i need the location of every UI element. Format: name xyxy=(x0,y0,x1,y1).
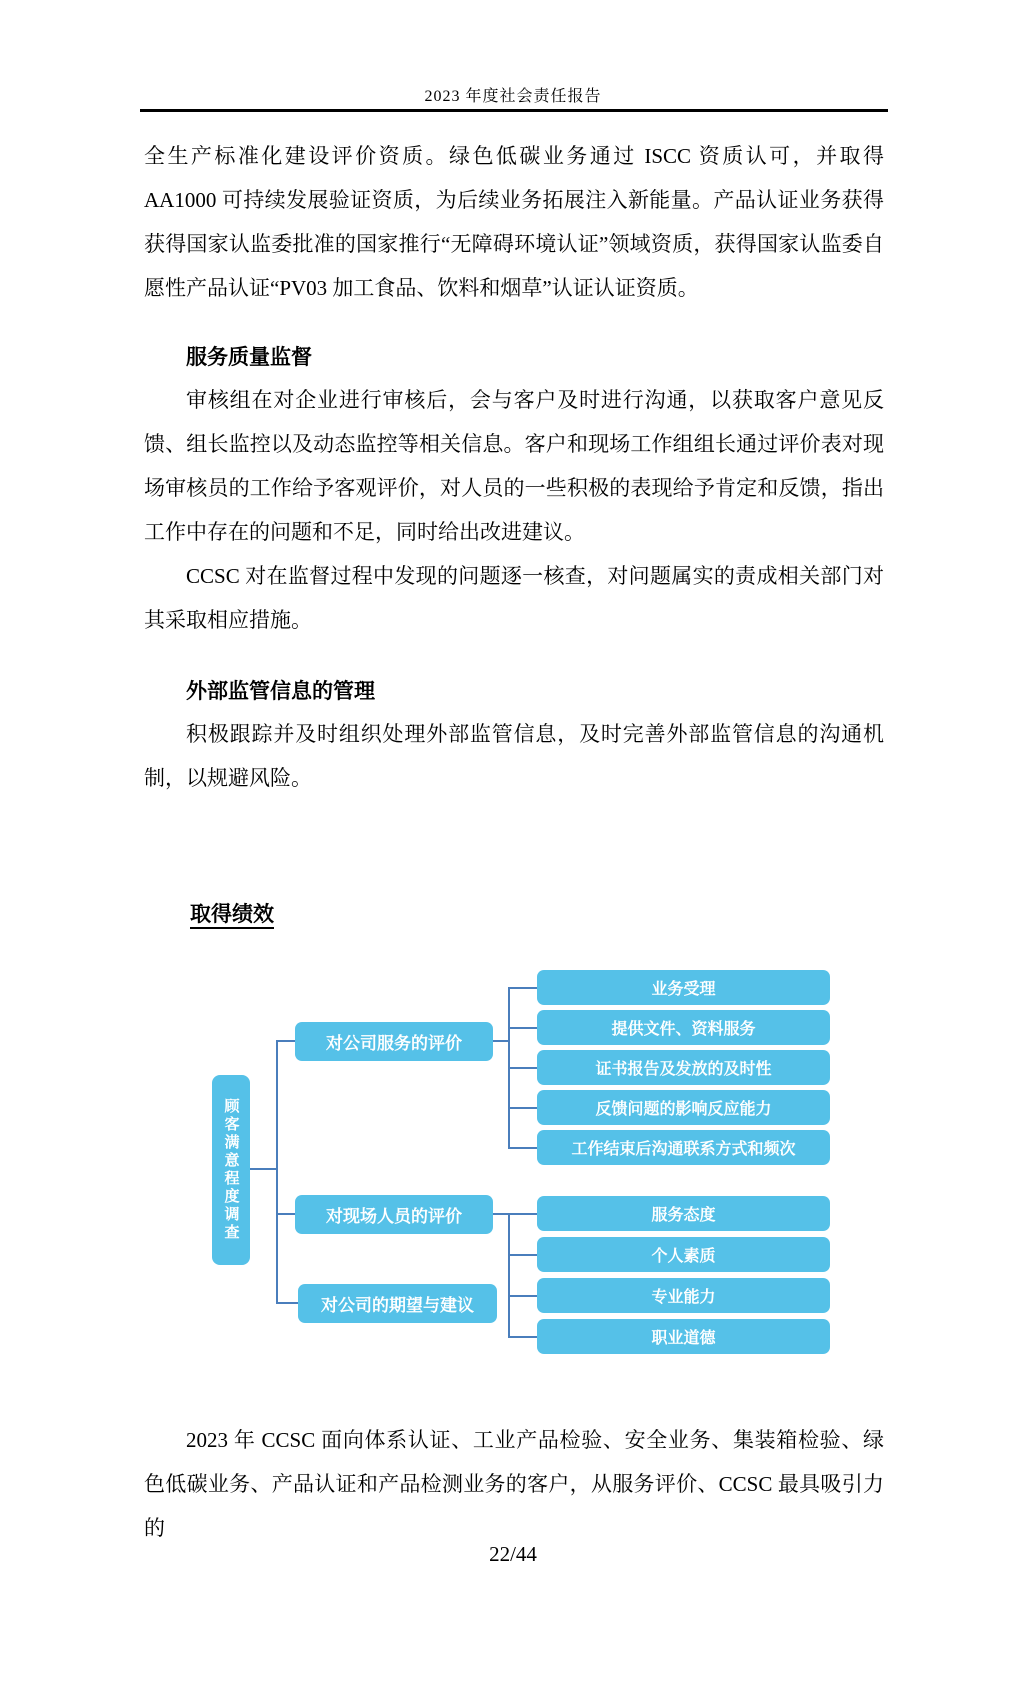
connector-line xyxy=(276,1302,298,1304)
paragraph-ccsc-check: CCSC 对在监督过程中发现的问题逐一核查，对问题属实的责成相关部门对其采取相应措施。 xyxy=(144,564,884,632)
connector-line xyxy=(276,1213,295,1215)
diagram-branch-expectations: 对公司的期望与建议 xyxy=(298,1284,497,1323)
connector-line xyxy=(508,1336,537,1338)
section-heading-external-supervision: 外部监管信息的管理 xyxy=(186,680,375,703)
paragraph-2023-customers: 2023 年 CCSC 面向体系认证、工业产品检验、安全业务、集装箱检验、绿色低碳业务、产品认证和产品检测业务的客户，从服务评价、CCSC 最具吸引力的 xyxy=(144,1428,884,1540)
diagram-branch-company-service: 对公司服务的评价 xyxy=(295,1022,493,1061)
diagram-leaf-post-work-contact: 工作结束后沟通联系方式和频次 xyxy=(537,1130,830,1165)
connector-line xyxy=(508,1107,537,1109)
page-header-title: 2023 年度社会责任报告 xyxy=(424,88,602,105)
diagram-leaf-documents-service: 提供文件、资料服务 xyxy=(537,1010,830,1045)
satisfaction-survey-diagram xyxy=(144,955,884,1360)
page-number: 22/44 xyxy=(489,1542,537,1566)
header-rule xyxy=(140,109,888,112)
diagram-branch-field-personnel: 对现场人员的评价 xyxy=(295,1195,493,1234)
diagram-leaf-business-acceptance: 业务受理 xyxy=(537,970,830,1005)
connector-line xyxy=(508,1213,537,1215)
diagram-leaf-professional-ethics: 职业道德 xyxy=(537,1319,830,1354)
section-heading-service-quality: 服务质量监督 xyxy=(186,346,312,369)
diagram-root-box: 顾客满意程度调查 xyxy=(212,1075,250,1265)
diagram-leaf-certificate-timeliness: 证书报告及发放的及时性 xyxy=(537,1050,830,1085)
paragraph-audit-feedback: 审核组在对企业进行审核后，会与客户及时进行沟通，以获取客户意见反馈、组长监控以及动态监控等相关信息。客户和现场工作组组长通过评价表对现场审核员的工作给予客观评价，对人员的一些积极的表现给予肯定和反馈，指出工作中存在的问题和不足，同时给出改进建议。 xyxy=(144,388,884,544)
connector-line xyxy=(508,1067,537,1069)
connector-line xyxy=(508,1254,537,1256)
connector-line xyxy=(508,1147,537,1149)
connector-line xyxy=(276,1040,295,1042)
connector-line xyxy=(508,1027,537,1029)
paragraph-risk-avoidance: 积极跟踪并及时组织处理外部监管信息，及时完善外部监管信息的沟通机制，以规避风险。 xyxy=(144,722,884,790)
connector-line xyxy=(508,1213,510,1338)
diagram-leaf-personal-quality: 个人素质 xyxy=(537,1237,830,1272)
diagram-leaf-service-attitude: 服务态度 xyxy=(537,1196,830,1231)
diagram-leaf-professional-ability: 专业能力 xyxy=(537,1278,830,1313)
connector-line xyxy=(493,1040,508,1042)
connector-line xyxy=(508,1295,537,1297)
connector-line xyxy=(508,987,537,989)
section-heading-performance: 取得绩效 xyxy=(190,903,274,926)
connector-line xyxy=(276,1040,278,1303)
paragraph-qualifications: 全生产标准化建设评价资质。绿色低碳业务通过 ISCC 资质认可，并取得 AA1000 可持续发展验证资质，为后续业务拓展注入新能量。产品认证业务获得获得国家认监委批准的国家推行“无障碍环境认证”领域资质，获得国家认监委自愿性产品认证“PV03 加工食品、饮料和烟草”认证认证资质。 xyxy=(144,144,884,300)
connector-line xyxy=(250,1168,276,1170)
diagram-leaf-feedback-response: 反馈问题的影响反应能力 xyxy=(537,1090,830,1125)
connector-line xyxy=(493,1213,508,1215)
